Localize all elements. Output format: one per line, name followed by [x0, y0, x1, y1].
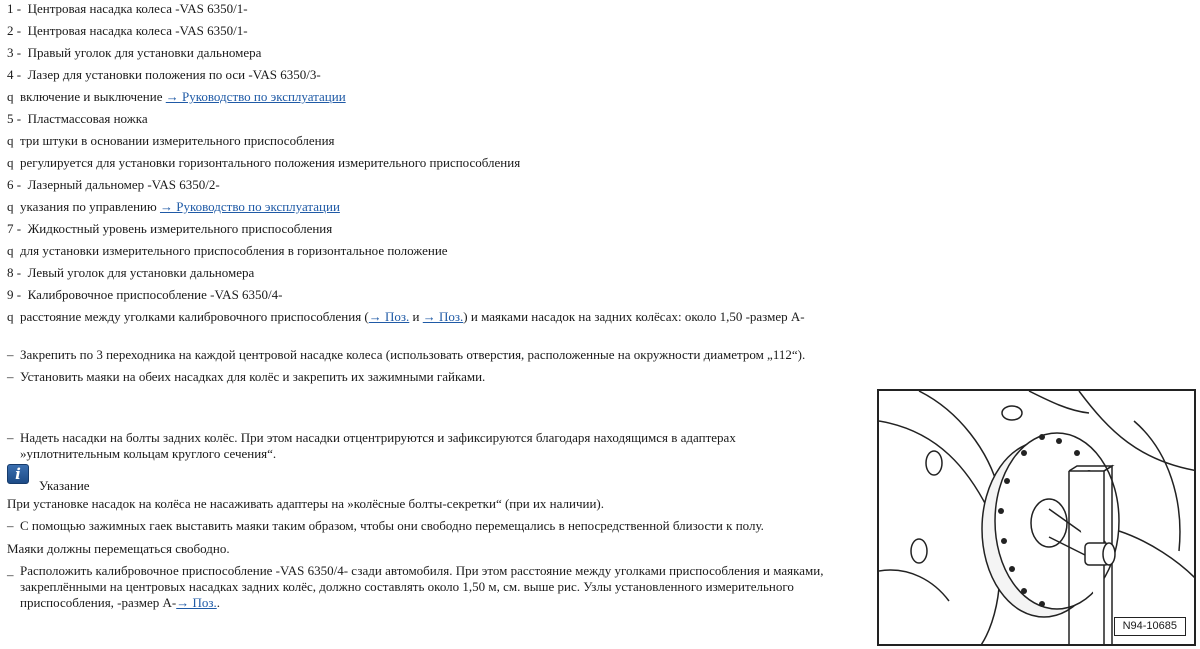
- legend-number: q: [7, 155, 14, 170]
- legend-item: [7, 45, 261, 61]
- step-text: Установить маяки на обеих насадках для колёс и закрепить их зажимными гайками.: [20, 369, 486, 384]
- legend-item: [7, 67, 321, 83]
- legend-number: q: [7, 89, 14, 104]
- info-icon: i: [7, 464, 29, 484]
- step-text: Закрепить по 3 переходника на каждой центровой насадке колеса (использовать отверстия, расположенные на окружности диаметром „112“).: [20, 347, 806, 362]
- dash-bullet: –: [7, 518, 14, 533]
- legend-number: 5 -: [7, 111, 22, 126]
- legend-bullet: q: [7, 309, 14, 324]
- legend-item: [7, 221, 332, 237]
- legend-item: [7, 199, 340, 215]
- legend-item: [7, 177, 220, 193]
- legend-item: [7, 133, 335, 149]
- legend-number: 8 -: [7, 265, 22, 280]
- position-link[interactable]: → Поз.: [368, 309, 410, 324]
- note-title: Указание: [39, 478, 90, 493]
- legend-item: [7, 23, 248, 39]
- legend-number: 4 -: [7, 67, 22, 82]
- dash-bullet: –: [7, 369, 14, 384]
- step-text: Расположить калибровочное приспособление -VAS 6350/4- сзади автомобиля. При этом расстояние между уголками приспособления и маяками, закреплёнными на центровых насадках задних колёс, должно составлять около 1,50 м, см. выше рис. Узлы установленного измерительного приспособления, -размер А-: [20, 563, 824, 610]
- legend-item: [7, 89, 346, 105]
- step-3: [7, 430, 736, 446]
- legend-text: три штуки в основании измерительного приспособления: [20, 133, 335, 148]
- legend-number: 3 -: [7, 45, 22, 60]
- step-5: [20, 563, 845, 611]
- legend-number: q: [7, 199, 14, 214]
- legend-text: регулируется для установки горизонтального положения измерительного приспособления: [20, 155, 521, 170]
- note-text: При установке насадок на колёса не насаживать адаптеры на »колёсные болты-секретки“ (при их наличии).: [7, 496, 604, 511]
- step-2: [7, 369, 485, 385]
- legend-item: [7, 155, 520, 171]
- legend-text: Правый уголок для установки дальномера: [27, 45, 262, 60]
- legend-text: Центровая насадка колеса -VAS 6350/1-: [27, 1, 248, 16]
- dash-bullet: –: [7, 347, 14, 362]
- legend-item: [7, 111, 148, 127]
- legend-item: [7, 287, 283, 303]
- legend-item: [7, 1, 248, 17]
- legend-number: 9 -: [7, 287, 22, 302]
- distance-text-mid: и: [409, 309, 423, 324]
- step-text: »уплотнительным кольцам круглого сечения“.: [20, 446, 277, 461]
- legend-text: для установки измерительного приспособления в горизонтальное положение: [20, 243, 448, 258]
- legend-number: q: [7, 243, 14, 258]
- position-link[interactable]: → Поз.: [176, 595, 217, 610]
- legend-text: включение и выключение: [20, 89, 163, 104]
- legend-text: Лазер для установки положения по оси -VAS 6350/3-: [27, 67, 321, 82]
- step-3-continued: [20, 446, 276, 462]
- step-text: С помощью зажимных гаек выставить маяки таким образом, чтобы они свободно перемещались в непосредственной близости к полу.: [20, 518, 764, 533]
- legend-text: указания по управлению: [20, 199, 157, 214]
- legend-text: Лазерный дальномер -VAS 6350/2-: [27, 177, 220, 192]
- legend-text: Калибровочное приспособление -VAS 6350/4-: [27, 287, 283, 302]
- legend-item-distance: [7, 309, 805, 325]
- manual-link[interactable]: → Руководство по эксплуатации: [159, 199, 340, 214]
- legend-item: [7, 243, 448, 259]
- dash-bullet: –: [7, 567, 14, 582]
- step-text: Надеть насадки на болты задних колёс. При этом насадки отцентрируются и зафиксируются благодаря находящимся в адаптерах: [20, 430, 736, 445]
- illustration-figure: [877, 389, 1196, 646]
- step-end: .: [216, 595, 220, 610]
- legend-number: q: [7, 133, 14, 148]
- step-1: [7, 347, 805, 363]
- manual-link[interactable]: → Руководство по эксплуатации: [165, 89, 346, 104]
- dash-bullet: –: [7, 430, 14, 445]
- legend-number: 2 -: [7, 23, 22, 38]
- wheel-adapter-illustration: [879, 391, 1196, 646]
- legend-text: Левый уголок для установки дальномера: [27, 265, 255, 280]
- distance-text-before: расстояние между уголками калибровочного приспособления (: [20, 309, 369, 324]
- plain-text: Маяки должны перемещаться свободно.: [7, 541, 230, 556]
- position-link[interactable]: → Поз.: [422, 309, 464, 324]
- legend-item: [7, 265, 254, 281]
- legend-number: 7 -: [7, 221, 22, 236]
- figure-label: N94-10685: [1114, 617, 1186, 636]
- legend-text: Жидкостный уровень измерительного приспособления: [27, 221, 333, 236]
- legend-number: 6 -: [7, 177, 22, 192]
- legend-text: Пластмассовая ножка: [27, 111, 148, 126]
- distance-text-after: ) и маяками насадок на задних колёсах: около 1,50 -размер А-: [463, 309, 805, 324]
- legend-number: 1 -: [7, 1, 22, 16]
- legend-text: Центровая насадка колеса -VAS 6350/1-: [27, 23, 248, 38]
- step-4: [7, 518, 764, 534]
